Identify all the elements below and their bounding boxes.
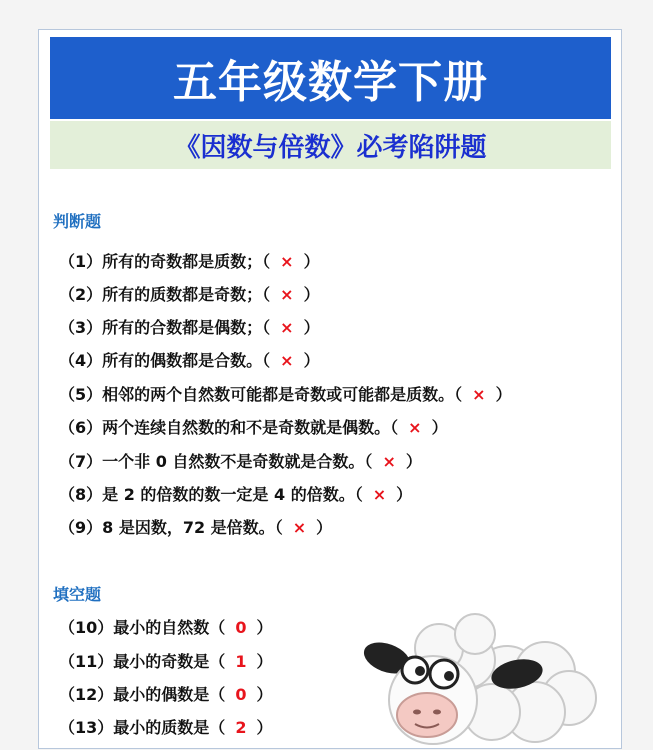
question-row: （13）最小的质数是（ 2 ） <box>59 718 273 737</box>
answer-mark: × <box>408 418 422 437</box>
question-row: （7）一个非 0 自然数不是奇数就是合数。（ × ） <box>59 452 422 471</box>
title-banner <box>50 37 611 119</box>
answer-mark: × <box>280 252 294 271</box>
answer-mark: × <box>472 385 486 404</box>
section-heading-fill-in: 填空题 <box>53 585 102 604</box>
answer-mark: 0 <box>235 618 247 637</box>
question-row: （2）所有的质数都是奇数；（ × ） <box>59 285 320 304</box>
subtitle-banner <box>50 121 611 169</box>
question-row: （8）是 2 的倍数的数一定是 4 的倍数。（ × ） <box>59 485 413 504</box>
question-row: （3）所有的合数都是偶数；（ × ） <box>59 318 320 337</box>
answer-mark: 1 <box>235 652 247 671</box>
question-row: （11）最小的奇数是（ 1 ） <box>59 652 273 671</box>
answer-mark: × <box>382 452 396 471</box>
answer-mark: × <box>280 351 294 370</box>
page-subtitle: 《因数与倍数》必考陷阱题 <box>174 132 487 163</box>
document-page <box>38 29 622 749</box>
sheep-icon <box>357 600 607 750</box>
answer-mark: × <box>280 318 294 337</box>
question-row: （6）两个连续自然数的和不是奇数就是偶数。（ × ） <box>59 418 448 437</box>
answer-mark: × <box>372 485 387 504</box>
question-row: （12）最小的偶数是（ 0 ） <box>59 685 273 704</box>
answer-mark: × <box>292 518 307 537</box>
question-row: （5）相邻的两个自然数可能都是奇数或可能都是质数。（ × ） <box>59 385 512 404</box>
question-row: （1）所有的奇数都是质数；（ × ） <box>59 252 320 271</box>
answer-mark: × <box>280 285 294 304</box>
question-row: （9）8 是因数，72 是倍数。（ × ） <box>59 518 333 537</box>
page-title: 五年级数学下册 <box>173 57 488 108</box>
section-heading-judgement: 判断题 <box>53 212 102 231</box>
answer-mark: 0 <box>235 685 247 704</box>
answer-mark: 2 <box>235 718 247 737</box>
question-row: （4）所有的偶数都是合数。（ × ） <box>59 351 320 370</box>
question-row: （10）最小的自然数（ 0 ） <box>59 618 273 637</box>
